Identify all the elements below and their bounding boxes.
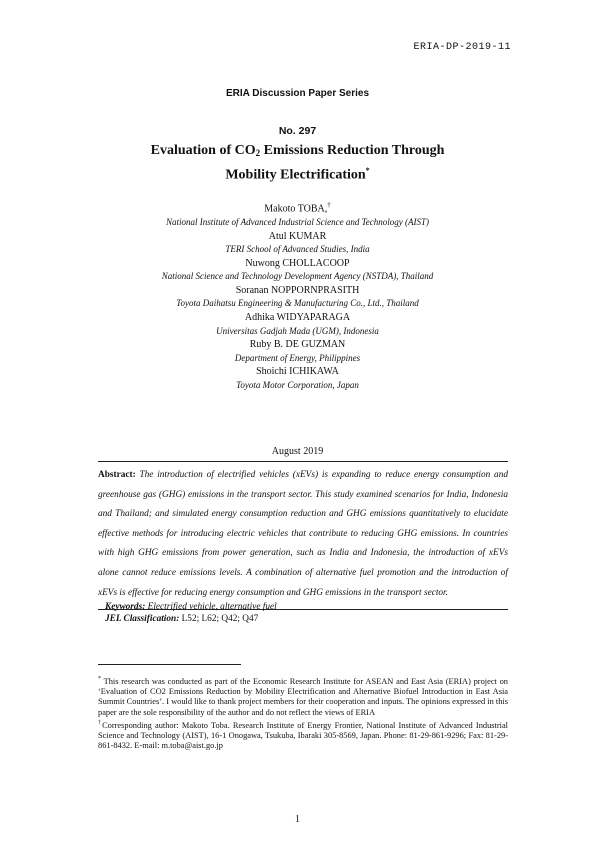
author-name: Ruby B. DE GUZMAN (249, 339, 346, 351)
author-name: Makoto TOBA,† (264, 201, 331, 215)
title-subscript: 2 (255, 148, 261, 158)
abstract-text: The introduction of electrified vehicles (xEVs) is expanding to reduce energy consumption and greenhouse gas (GHG) emissions in the transport sector. This study examined scenarios for India, Indonesia and Thailand; and simulated energy consumption reduction and GHG emissions quantitatively to elucidate effective methods for introducing electric vehicles that contribute to reducing GHG emissions. In countries with high GHG emissions from power generation, such as India and Indonesia, the introduction of xEVs alone cannot reduce emissions levels. A combination of alternative fuel promotion and the introduction of xEVs is effective for reducing energy consumption and GHG emissions in the transport sector. (98, 470, 509, 598)
author-affiliation: National Institute of Advanced Industrial Science and Technology (AIST) (166, 216, 429, 227)
abstract (98, 466, 508, 603)
keywords-line: Keywords: Electrified vehicle, alternative fuel (105, 602, 277, 612)
jel-value: L52; L62; Q42; Q47 (181, 614, 259, 624)
jel-line (105, 613, 277, 625)
footnotes (98, 674, 508, 752)
author-name: Shoichi ICHIKAWA (256, 366, 339, 378)
author-list (0, 199, 595, 393)
author-affiliation: National Science and Technology Development Agency (NSTDA), Thailand (161, 271, 434, 282)
author-affiliation: Universitas Gadjah Mada (UGM), Indonesia (216, 325, 379, 336)
title-text: Mobility Electrification (225, 167, 366, 183)
author-affiliation: Toyota Daihatsu Engineering & Manufacturing Co., Ltd., Thailand (176, 298, 419, 309)
footnote-mark: † (98, 719, 103, 726)
author-affiliation: Department of Energy, Philippines (234, 352, 361, 363)
paper-title (0, 141, 595, 185)
title-text: Emissions Reduction Through (260, 143, 445, 158)
jel-label: JEL Classification: (105, 614, 180, 624)
footnote-divider (98, 664, 241, 665)
footnote-mark: * (98, 676, 101, 682)
keywords-value: Electrified vehicle, alternative fuel (147, 602, 277, 612)
author-name: Atul KUMAR (268, 230, 327, 242)
publication-date: August 2019 (271, 446, 324, 457)
series-name: ERIA Discussion Paper Series (225, 88, 370, 99)
title-line-1 (0, 141, 595, 161)
abstract-box (98, 461, 508, 610)
title-text: Evaluation of CO (150, 143, 256, 158)
footnote (98, 718, 508, 752)
document-id: ERIA-DP-2019-11 (413, 42, 511, 53)
keywords-label: Keywords (105, 602, 143, 612)
keywords-block (105, 601, 277, 625)
author-name: Nuwong CHOLLACOOP (245, 257, 350, 269)
page-number: 1 (295, 814, 300, 825)
title-footnote-mark: * (365, 166, 370, 175)
author-name: Soranan NOPPORNPRASITH (235, 284, 360, 296)
paper-number: No. 297 (278, 125, 317, 137)
author-affiliation: Toyota Motor Corporation, Japan (236, 380, 359, 391)
title-line-2 (0, 161, 595, 185)
abstract-label: Abstract: (98, 470, 136, 480)
footnote (98, 674, 508, 718)
footnote-text: This research was conducted as part of the Economic Research Institute for ASEAN and East Asia (ERIA) project on ‘Evaluation of CO2 Emissions Reduction by Mobility Electrification and Alternative Biofuel Introduction in East Asia Summit Countries’. I would like to thank project members for their cooperation and inputs. The opinions expressed in this paper are the sole responsibility of the author and do not reflect the views of ERIA (98, 676, 508, 717)
footnote-text: Corresponding author: Makoto Toba. Research Institute of Energy Frontier, National Institute of Advanced Industrial Science and Technology (AIST), 16-1 Onogawa, Tsukuba, Ibaraki 305-8569, Japan. Phone: 81-29-861-9296; Fax: 81-29-861-8432. E-mail: m.toba@aist.go.jp (98, 720, 509, 751)
author-name: Adhika WIDYAPARAGA (244, 312, 351, 324)
author-affiliation: TERI School of Advanced Studies, India (225, 244, 370, 255)
